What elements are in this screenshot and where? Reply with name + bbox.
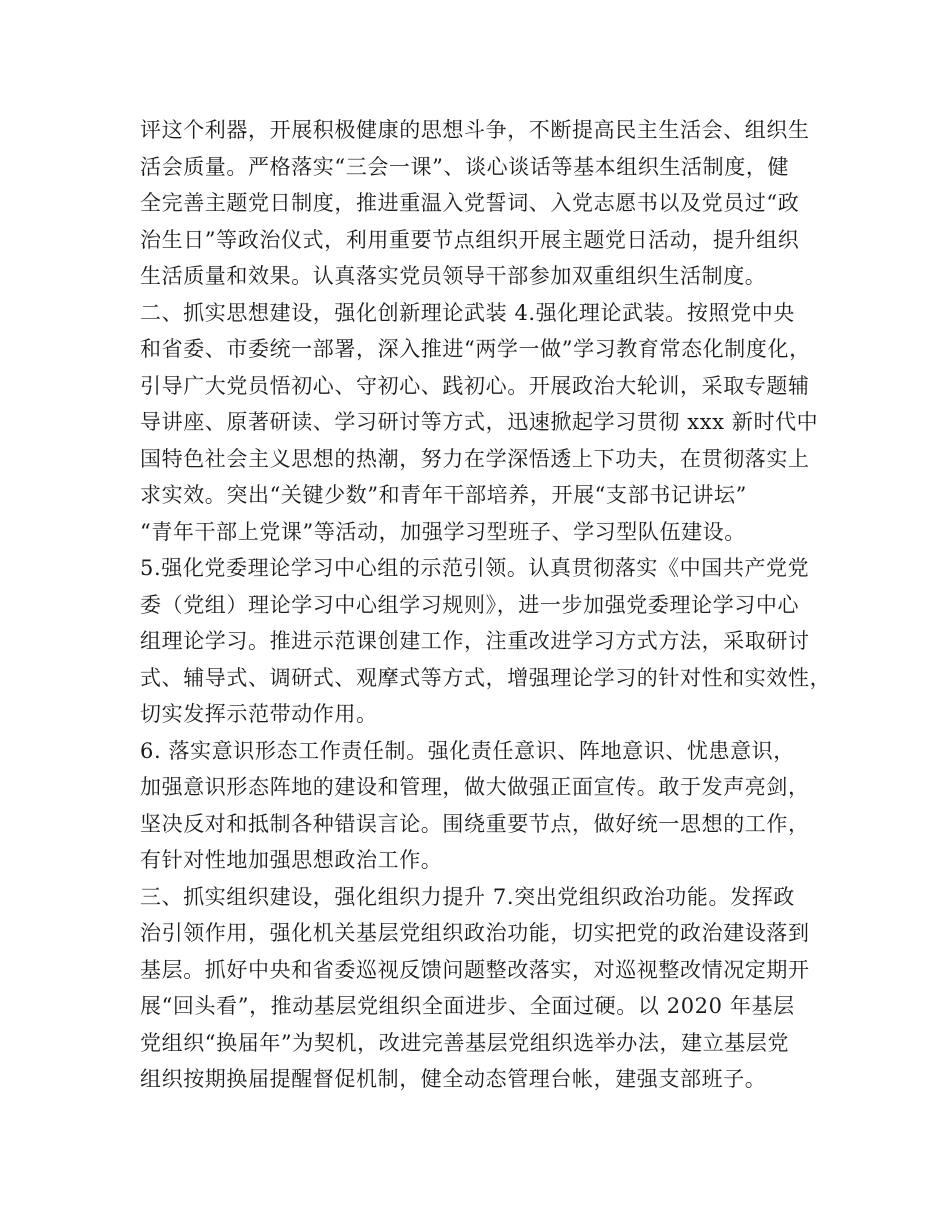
text-line-5: 生活质量和效果。认真落实党员领导干部参加双重组织生活制度。 <box>140 264 767 288</box>
item-6-line-2: 加强意识形态阵地的建设和管理，做大做强正面宣传。敢于发声亮剑， <box>140 775 810 799</box>
item-6-line-4: 有针对性地加强思想政治工作。 <box>140 848 443 872</box>
section-heading-3: 三、抓实组织建设，强化组织力提升 7.突出党组织政治功能。发挥政 <box>140 884 795 909</box>
text-line-12: “青年干部上党课”等活动，加强学习型班子、学习型队伍建设。 <box>140 519 746 544</box>
text-line-8: 引导广大党员悟初心、守初心、践初心。开展政治大轮训，采取专题辅 <box>140 373 810 398</box>
text-line-2: 活会质量。严格落实“三会一课”、谈心谈话等基本组织生活制度，健 <box>140 154 790 179</box>
text-line-7: 和省委、市委统一部署，深入推进“两学一做”学习教育常态化制度化， <box>140 337 811 361</box>
text-line-1: 评这个利器，开展积极健康的思想斗争，不断提高民主生活会、组织生 <box>140 118 810 142</box>
item-5-line-3: 组理论学习。推进示范课创建工作，注重改进学习方式方法，采取研讨 <box>140 629 810 653</box>
text-line-9: 导讲座、原著研读、学习研讨等方式，迅速掀起学习贯彻 xxx 新时代中 <box>140 410 819 434</box>
text-line-26: 党组织“换届年”为契机，改进完善基层党组织选举办法，建立基层党 <box>140 1030 790 1055</box>
text-line-24: 基层。抓好中央和省委巡视反馈问题整改落实，对巡视整改情况定期开 <box>140 957 810 982</box>
item-5-line-4: 式、辅导式、调研式、观摩式等方式，增强理论学习的针对性和实效性， <box>140 665 832 690</box>
text-line-4: 治生日”等政治仪式，利用重要节点组织开展主题党日活动，提升组织 <box>140 227 800 252</box>
item-5-line-1: 5.强化党委理论学习中心组的示范引领。认真贯彻落实《中国共产党党 <box>140 556 810 580</box>
text-line-11: 求实效。突出“关键少数”和青年干部培养，开展“支部书记讲坛” <box>140 483 747 507</box>
item-6-line-3: 坚决反对和抵制各种错误言论。围绕重要节点，做好统一思想的工作， <box>140 811 810 836</box>
text-line-3: 全完善主题党日制度，推进重温入党誓词、入党志愿书以及党员过“政 <box>140 191 800 215</box>
document-body <box>140 112 830 1098</box>
item-5-line-5: 切实发挥示范带动作用。 <box>140 702 378 726</box>
text-line-27: 组织按期换届提醒督促机制，健全动态管理台帐，建强支部班子。 <box>140 1067 767 1091</box>
item-6-line-1: 6. 落实意识形态工作责任制。强化责任意识、阵地意识、忧患意识， <box>140 738 795 763</box>
section-heading-2: 二、抓实思想建设，强化创新理论武装 4.强化理论武装。按照党中央 <box>140 300 795 325</box>
text-line-10: 国特色社会主义思想的热潮，努力在学深悟透上下功夫，在贯彻落实上 <box>140 446 810 471</box>
text-line-23: 治引领作用，强化机关基层党组织政治功能，切实把党的政治建设落到 <box>140 921 810 945</box>
item-5-line-2: 委（党组）理论学习中心组学习规则》，进一步加强党委理论学习中心 <box>140 592 800 617</box>
text-line-25: 展“回头看”，推动基层党组织全面进步、全面过硬。以 2020 年基层 <box>140 994 795 1018</box>
